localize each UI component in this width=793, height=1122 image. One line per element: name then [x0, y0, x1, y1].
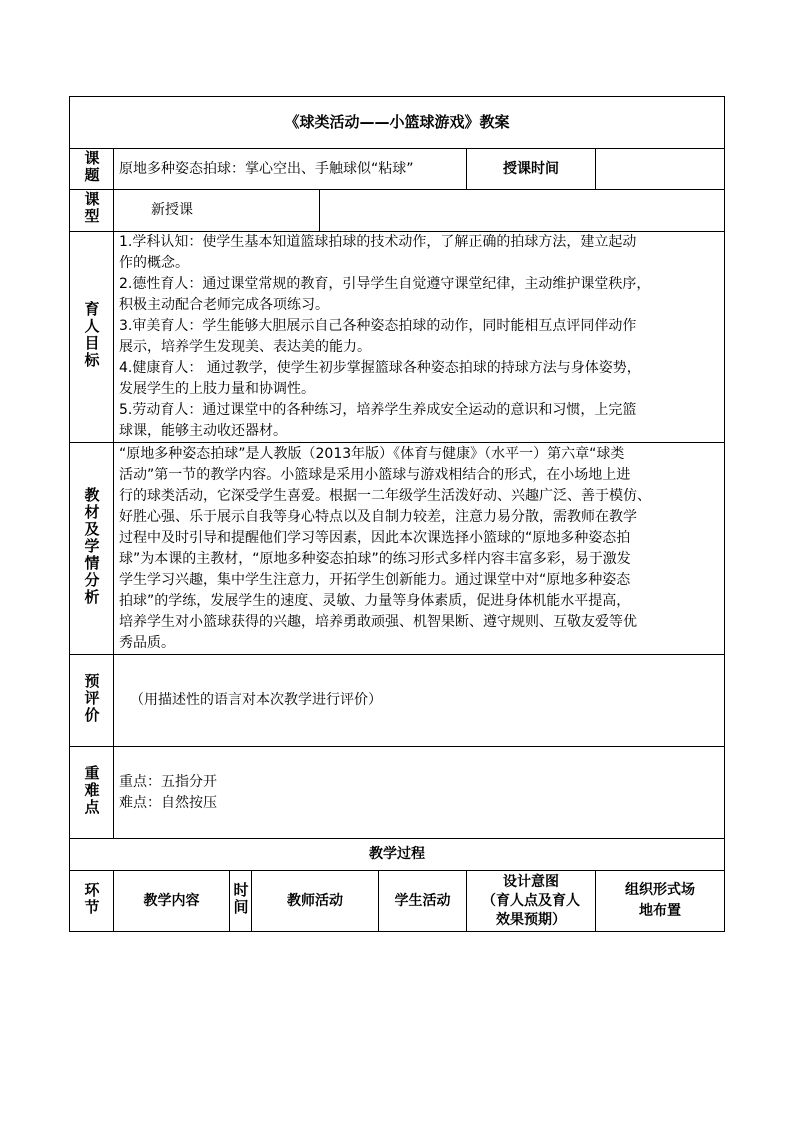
- goals-line: 作的概念。: [119, 255, 189, 271]
- header-content: 教学内容: [114, 871, 230, 932]
- header-student: 学生活动: [379, 871, 467, 932]
- goals-line: 球课，能够主动收还器材。: [119, 423, 287, 439]
- goals-line: 1.学科认知：使学生基本知道篮球拍球的技术动作，了解正确的拍球方法，建立起动: [119, 234, 637, 250]
- analysis-line: “原地多种姿态拍球”是人教版（2013年版）《体育与健康》（水平一）第六章“球类: [119, 445, 625, 462]
- title-row: [70, 97, 725, 149]
- analysis-line: 好胜心强、乐于展示自我等身心特点以及自制力较差，注意力易分散，需教师在教学: [119, 508, 637, 525]
- goals-text: [114, 232, 725, 443]
- analysis-line: 拍球”的学练，发展学生的速度、灵敏、力量等身体素质，促进身体机能水平提高，: [119, 592, 631, 609]
- key-points-text: [114, 747, 725, 839]
- key-points-row: [70, 747, 725, 839]
- key-point: 重点：五指分开: [119, 773, 217, 790]
- analysis-label: 教材及学情分析: [70, 443, 114, 655]
- goals-line: 发展学生的上肢力量和协调性。: [119, 381, 315, 397]
- lesson-type-value: 新授课: [114, 190, 320, 232]
- header-teacher: 教师活动: [252, 871, 379, 932]
- analysis-line: 活动”第一节的教学内容。小篮球是采用小篮球与游戏相结合的形式，在小场地上进: [119, 466, 631, 483]
- analysis-line: 学生学习兴趣，集中学生注意力，开拓学生创新能力。通过课堂中对“原地多种姿态: [119, 571, 631, 588]
- analysis-line: 秀品质。: [119, 634, 175, 651]
- pre-eval-label: 预评价: [70, 655, 114, 747]
- process-header-row: [70, 871, 725, 932]
- lesson-type-row: [70, 190, 725, 232]
- analysis-row: [70, 443, 725, 655]
- lesson-type-blank: [320, 190, 725, 232]
- header-organization: [596, 871, 725, 932]
- analysis-text: [114, 443, 725, 655]
- header-organization-line: 组织形式场: [625, 882, 696, 898]
- process-title-row: [70, 839, 725, 871]
- header-stage: 环节: [70, 871, 114, 932]
- analysis-line: 球”为本课的主教材，“原地多种姿态拍球”的练习形式多样内容丰富多彩，易于激发: [119, 550, 631, 567]
- topic-row: [70, 149, 725, 190]
- lesson-type-label: 课型: [70, 190, 114, 232]
- header-design: [467, 871, 596, 932]
- document-title: 《球类活动——小篮球游戏》教案: [70, 97, 725, 149]
- goals-line: 积极主动配合老师完成各项练习。: [119, 297, 329, 313]
- lesson-plan-table: [69, 96, 725, 932]
- goals-line: 5.劳动育人：通过课堂中的各种练习，培养学生养成安全运动的意识和习惯，上完篮: [119, 402, 637, 418]
- analysis-line: 行的球类活动，它深受学生喜爱。根据一二年级学生活泼好动、兴趣广泛、善于模仿、: [119, 487, 651, 504]
- process-title: 教学过程: [70, 839, 725, 871]
- goals-line: 2.德性育人：通过课堂常规的教育，引导学生自觉遵守课堂纪律，主动维护课堂秩序，: [119, 276, 651, 292]
- time-label: 授课时间: [467, 149, 596, 190]
- time-value: [596, 149, 725, 190]
- analysis-line: 培养学生对小篮球获得的兴趣，培养勇敢顽强、机智果断、遵守规则、互敬友爱等优: [119, 613, 637, 630]
- header-design-line: 效果预期）: [496, 911, 566, 928]
- header-design-line: 设计意图: [503, 873, 559, 890]
- pre-eval-text: （用描述性的语言对本次教学进行评价）: [114, 655, 725, 747]
- goals-line: 3.审美育人：学生能够大胆展示自己各种姿态拍球的动作，同时能相互点评同伴动作: [119, 318, 637, 334]
- pre-eval-row: [70, 655, 725, 747]
- lesson-plan: [69, 96, 724, 932]
- header-design-line: （育人点及育人: [482, 892, 580, 909]
- analysis-line: 过程中及时引导和提醒他们学习等因素，因此本次课选择小篮球的“原地多种姿态拍: [119, 529, 631, 546]
- goals-line: 4.健康育人： 通过教学，使学生初步掌握篮球各种姿态拍球的持球方法与身体姿势，: [119, 360, 641, 376]
- header-time: 时间: [230, 871, 252, 932]
- goals-row: [70, 232, 725, 443]
- header-organization-line: 地布置: [639, 903, 682, 919]
- key-points-label: 重难点: [70, 747, 114, 839]
- goals-label: 育人目标: [70, 232, 114, 443]
- topic-value: 原地多种姿态拍球：掌心空出、手触球似“粘球”: [114, 149, 467, 190]
- difficulty-point: 难点：自然按压: [119, 794, 217, 811]
- goals-line: 展示，培养学生发现美、表达美的能力。: [119, 339, 371, 355]
- topic-label: 课题: [70, 149, 114, 190]
